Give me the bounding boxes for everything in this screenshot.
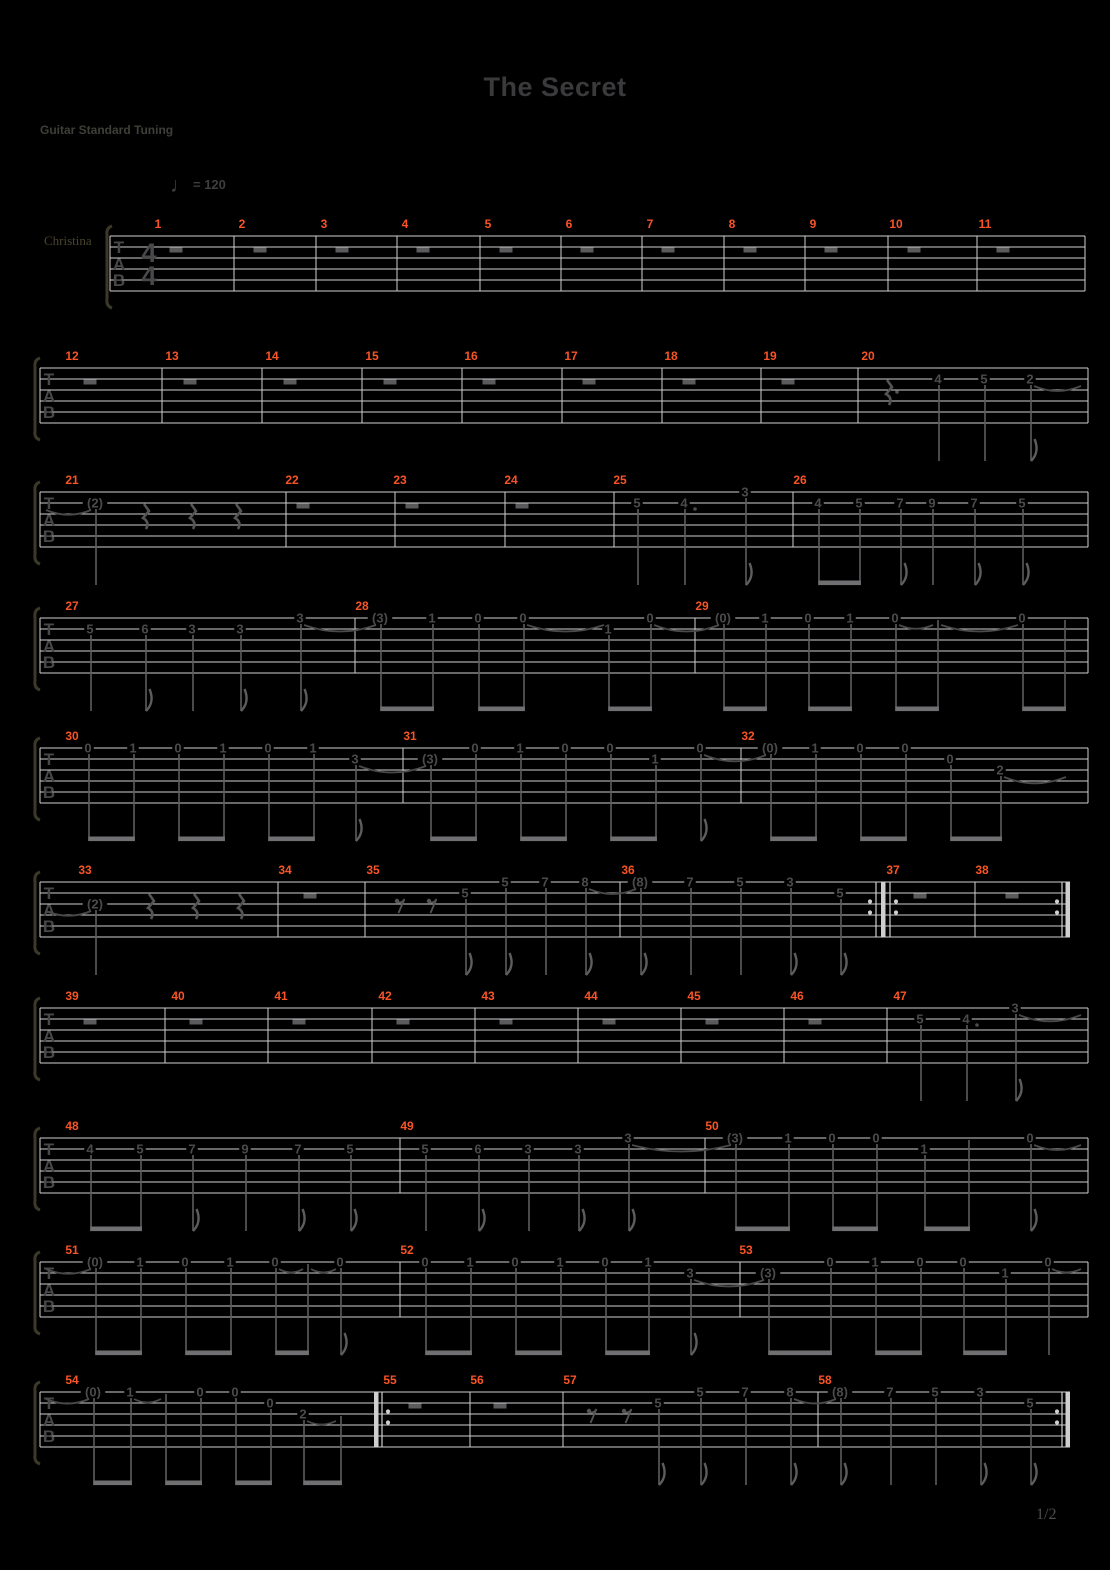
fret-number: 3	[524, 1141, 532, 1157]
svg-text:B: B	[42, 1297, 56, 1316]
measure-number: 14	[265, 349, 279, 363]
fret-number: 5	[654, 1395, 662, 1411]
fret-number: 1	[761, 610, 769, 626]
fret-number: 0	[84, 740, 92, 756]
track-label: Christina	[44, 233, 92, 248]
svg-text:A: A	[112, 255, 126, 274]
fret-number: 0	[519, 610, 527, 626]
fret-number: 0	[471, 740, 479, 756]
fret-number: (2)	[87, 896, 103, 912]
fret-number: 2	[1026, 371, 1034, 387]
svg-text:A: A	[42, 1281, 56, 1300]
fret-number: 1	[516, 740, 524, 756]
fret-number: 5	[696, 1384, 704, 1400]
svg-text:T: T	[43, 1394, 55, 1413]
fret-number: 7	[686, 874, 694, 890]
svg-text:B: B	[42, 1427, 56, 1446]
measure-number: 31	[403, 729, 417, 743]
fret-number: 3	[624, 1130, 632, 1146]
tab-system	[35, 989, 1088, 1101]
fret-number: 5	[421, 1141, 429, 1157]
measure-number: 11	[978, 217, 992, 231]
measure-number: 29	[695, 599, 709, 613]
measure-number: 57	[563, 1373, 577, 1387]
fret-number: (0)	[762, 740, 778, 756]
svg-text:T: T	[43, 494, 55, 513]
fret-number: 7	[541, 874, 549, 890]
fret-number: 5	[86, 621, 94, 637]
fret-number: 1	[129, 740, 137, 756]
measure-number: 46	[790, 989, 804, 1003]
fret-number: 0	[231, 1384, 239, 1400]
measure-number: 40	[171, 989, 185, 1003]
fret-number: (3)	[372, 610, 388, 626]
fret-number: 3	[976, 1384, 984, 1400]
svg-text:B: B	[42, 653, 56, 672]
measure-number: 18	[664, 349, 678, 363]
fret-number: 0	[959, 1254, 967, 1270]
fret-number: 3	[296, 610, 304, 626]
measure-number: 34	[278, 863, 292, 877]
fret-number: 6	[474, 1141, 482, 1157]
measure-number: 44	[584, 989, 598, 1003]
measure-number: 6	[565, 217, 573, 231]
fret-number: 0	[696, 740, 704, 756]
fret-number: 1	[226, 1254, 234, 1270]
measure-number: 38	[975, 863, 989, 877]
fret-number: 9	[928, 495, 936, 511]
fret-number: 5	[501, 874, 509, 890]
measure-number: 19	[763, 349, 777, 363]
fret-number: 0	[174, 740, 182, 756]
measure-number: 32	[741, 729, 755, 743]
fret-number: 2	[996, 762, 1004, 778]
tab-system	[35, 1373, 1070, 1485]
svg-text:A: A	[42, 511, 56, 530]
fret-number: 0	[561, 740, 569, 756]
page-title: The Secret	[483, 72, 627, 102]
svg-text:B: B	[42, 917, 56, 936]
svg-text:4: 4	[141, 238, 157, 268]
measure-number: 52	[400, 1243, 414, 1257]
fret-number: (2)	[87, 495, 103, 511]
measure-number: 7	[646, 217, 654, 231]
measure-number: 24	[504, 473, 518, 487]
tuning-label: Guitar Standard Tuning	[40, 123, 174, 137]
fret-number: 3	[351, 751, 359, 767]
fret-number: 7	[970, 495, 978, 511]
tab-system	[35, 599, 1088, 711]
fret-number: 0	[181, 1254, 189, 1270]
measure-number: 39	[65, 989, 79, 1003]
svg-text:A: A	[42, 901, 56, 920]
fret-number: 4	[934, 371, 942, 387]
fret-number: 0	[946, 751, 954, 767]
fret-number: 7	[741, 1384, 749, 1400]
fret-number: 1	[871, 1254, 879, 1270]
measure-number: 9	[809, 217, 817, 231]
measure-number: 17	[564, 349, 578, 363]
svg-text:B: B	[42, 783, 56, 802]
fret-number: 3	[236, 621, 244, 637]
fret-number: 2	[299, 1406, 307, 1422]
fret-number: 0	[421, 1254, 429, 1270]
measure-number: 22	[285, 473, 299, 487]
tab-system	[35, 729, 1088, 841]
fret-number: 8	[786, 1384, 794, 1400]
fret-number: 1	[219, 740, 227, 756]
fret-number: 0	[646, 610, 654, 626]
fret-number: 3	[1011, 1000, 1019, 1016]
fret-number: 0	[474, 610, 482, 626]
tab-system	[35, 473, 1088, 585]
measure-number: 53	[739, 1243, 753, 1257]
measure-number: 47	[893, 989, 907, 1003]
fret-number: 1	[428, 610, 436, 626]
svg-text:B: B	[42, 1043, 56, 1062]
svg-text:A: A	[42, 1411, 56, 1430]
fret-number: 0	[266, 1395, 274, 1411]
measure-number: 23	[393, 473, 407, 487]
measure-number: 10	[889, 217, 903, 231]
tab-system	[35, 1119, 1088, 1231]
fret-number: 0	[264, 740, 272, 756]
tab-system	[35, 863, 1070, 975]
measure-number: 58	[818, 1373, 832, 1387]
svg-text:A: A	[42, 1027, 56, 1046]
fret-number: 1	[556, 1254, 564, 1270]
fret-number: 5	[461, 885, 469, 901]
measure-number: 15	[365, 349, 379, 363]
svg-text:T: T	[43, 1010, 55, 1029]
measure-number: 49	[400, 1119, 414, 1133]
fret-number: 5	[1018, 495, 1026, 511]
svg-text:T: T	[43, 1264, 55, 1283]
fret-number: 5	[916, 1011, 924, 1027]
fret-number: 1	[811, 740, 819, 756]
fret-number: 3	[574, 1141, 582, 1157]
fret-number: 1	[651, 751, 659, 767]
fret-number: 1	[136, 1254, 144, 1270]
fret-number: 1	[126, 1384, 134, 1400]
measure-number: 13	[165, 349, 179, 363]
measure-number: 48	[65, 1119, 79, 1133]
measure-number: 8	[728, 217, 736, 231]
fret-number: 4	[962, 1011, 970, 1027]
fret-number: 0	[872, 1130, 880, 1146]
fret-number: 1	[846, 610, 854, 626]
fret-number: 0	[1026, 1130, 1034, 1146]
fret-number: (8)	[632, 874, 648, 890]
fret-number: 3	[188, 621, 196, 637]
measure-number: 26	[793, 473, 807, 487]
fret-number: 0	[1018, 610, 1026, 626]
fret-number: (3)	[727, 1130, 743, 1146]
fret-number: 5	[136, 1141, 144, 1157]
fret-number: 4	[86, 1141, 94, 1157]
fret-number: 3	[786, 874, 794, 890]
measure-number: 2	[238, 217, 246, 231]
svg-text:T: T	[113, 238, 125, 257]
fret-number: 7	[886, 1384, 894, 1400]
fret-number: 5	[346, 1141, 354, 1157]
fret-number: (3)	[760, 1265, 776, 1281]
measure-number: 28	[355, 599, 369, 613]
measure-number: 12	[65, 349, 79, 363]
measure-number: 36	[621, 863, 635, 877]
fret-number: 5	[1026, 1395, 1034, 1411]
svg-text:T: T	[43, 1140, 55, 1159]
svg-text:4: 4	[141, 261, 157, 291]
fret-number: 0	[891, 610, 899, 626]
fret-number: 0	[901, 740, 909, 756]
measure-number: 41	[274, 989, 288, 1003]
fret-number: 5	[931, 1384, 939, 1400]
fret-number: 5	[633, 495, 641, 511]
measure-number: 56	[470, 1373, 484, 1387]
fret-number: (3)	[422, 751, 438, 767]
fret-number: 1	[644, 1254, 652, 1270]
svg-text:B: B	[112, 271, 126, 290]
measure-number: 42	[378, 989, 392, 1003]
fret-number: 0	[1044, 1254, 1052, 1270]
measure-number: 27	[65, 599, 79, 613]
measure-number: 43	[481, 989, 495, 1003]
measure-number: 50	[705, 1119, 719, 1133]
svg-text:B: B	[42, 527, 56, 546]
fret-number: 0	[511, 1254, 519, 1270]
measure-number: 21	[65, 473, 79, 487]
measure-number: 37	[886, 863, 900, 877]
fret-number: (8)	[832, 1384, 848, 1400]
tab-system	[107, 217, 1085, 308]
svg-text:A: A	[42, 387, 56, 406]
fret-number: 0	[601, 1254, 609, 1270]
measure-number: 51	[65, 1243, 79, 1257]
fret-number: 0	[916, 1254, 924, 1270]
fret-number: (0)	[87, 1254, 103, 1270]
svg-text:T: T	[43, 620, 55, 639]
fret-number: 7	[896, 495, 904, 511]
tab-system	[35, 349, 1088, 461]
fret-number: 3	[686, 1265, 694, 1281]
svg-text:B: B	[42, 403, 56, 422]
quarter-note-icon: ♩	[170, 174, 191, 197]
svg-text:B: B	[42, 1173, 56, 1192]
fret-number: 3	[741, 484, 749, 500]
fret-number: 1	[784, 1130, 792, 1146]
measure-number: 35	[366, 863, 380, 877]
measure-number: 25	[613, 473, 627, 487]
fret-number: 4	[680, 495, 688, 511]
fret-number: 9	[241, 1141, 249, 1157]
fret-number: 7	[188, 1141, 196, 1157]
measure-number: 4	[401, 217, 409, 231]
fret-number: 4	[814, 495, 822, 511]
measure-number: 1	[154, 217, 162, 231]
fret-number: 6	[141, 621, 149, 637]
fret-number: 5	[980, 371, 988, 387]
tempo-value: = 120	[193, 177, 226, 192]
tab-system	[35, 1243, 1088, 1355]
fret-number: 7	[294, 1141, 302, 1157]
measure-number: 16	[464, 349, 478, 363]
measure-number: 55	[383, 1373, 397, 1387]
fret-number: 0	[336, 1254, 344, 1270]
measure-number: 45	[687, 989, 701, 1003]
measure-number: 54	[65, 1373, 79, 1387]
svg-text:A: A	[42, 637, 56, 656]
fret-number: 0	[826, 1254, 834, 1270]
svg-text:A: A	[42, 1157, 56, 1176]
fret-number: 1	[920, 1141, 928, 1157]
fret-number: 5	[836, 885, 844, 901]
measure-number: 3	[320, 217, 328, 231]
fret-number: 5	[736, 874, 744, 890]
fret-number: 0	[856, 740, 864, 756]
svg-text:T: T	[43, 884, 55, 903]
page-indicator: 1/2	[1036, 1506, 1057, 1523]
fret-number: (0)	[715, 610, 731, 626]
svg-text:T: T	[43, 750, 55, 769]
fret-number: 0	[271, 1254, 279, 1270]
fret-number: 1	[466, 1254, 474, 1270]
measure-number: 20	[861, 349, 875, 363]
measure-number: 5	[484, 217, 492, 231]
fret-number: 1	[309, 740, 317, 756]
fret-number: (0)	[85, 1384, 101, 1400]
fret-number: 1	[1001, 1265, 1009, 1281]
fret-number: 0	[606, 740, 614, 756]
fret-number: 8	[581, 874, 589, 890]
measure-number: 30	[65, 729, 79, 743]
measure-number: 33	[78, 863, 92, 877]
fret-number: 5	[855, 495, 863, 511]
fret-number: 0	[804, 610, 812, 626]
fret-number: 1	[604, 621, 612, 637]
fret-number: 0	[828, 1130, 836, 1146]
svg-text:A: A	[42, 767, 56, 786]
fret-number: 0	[196, 1384, 204, 1400]
svg-text:T: T	[43, 370, 55, 389]
